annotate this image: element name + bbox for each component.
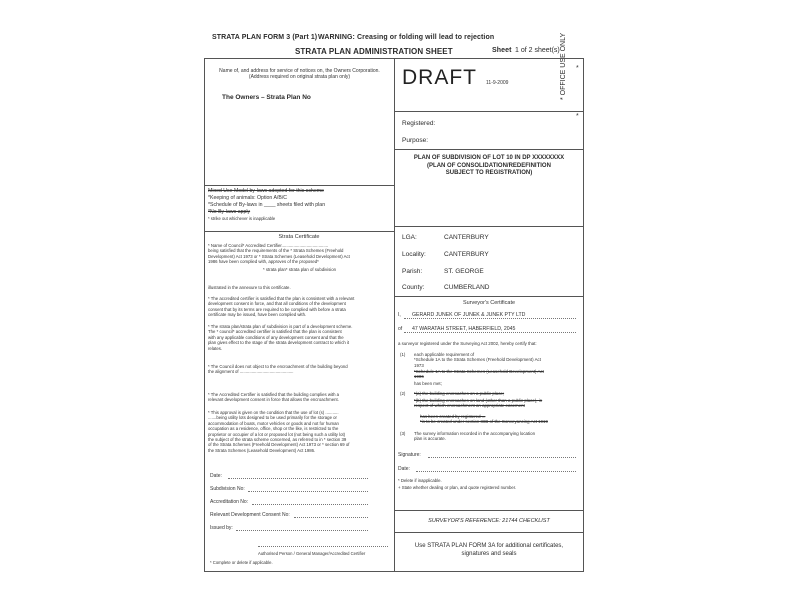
plan-title: PLAN OF SUBDIVISION OF LOT 10 IN DP XXXXXXXX (PLAN OF CONSOLIDATION/REDEFINITION SUBJECT TO REGISTRATION)	[413, 155, 565, 176]
cert-consent-label: Relevant Development Consent No:	[210, 512, 290, 518]
strata-cert-p1: * Name of Council* Accredited Certifier....................................... being satisfied that the requirements of the * Strata Schemes (Freehold Development) Act 1973 or * Strata Schemes (Leasehold Development) Act 1986 have been complied with, approves of the proposed*	[208, 243, 350, 265]
cert-issued-label: Issued by:	[210, 525, 233, 531]
form-id: STRATA PLAN FORM 3 (Part 1)	[212, 34, 318, 41]
divider	[394, 532, 584, 533]
cert-signer-label: Authorised Person / General Manager/Accredited Certifier	[258, 551, 366, 556]
bylaw-mixed-use: Mixed Use Model by-laws adopted for this scheme	[208, 188, 324, 194]
strata-cert-p4: * The Council does not object to the encroachment of the building beyond the alignment of .............................................	[208, 364, 348, 375]
divider	[394, 296, 584, 297]
strata-cert-p1c: illustrated in the annexure to this certificate.	[208, 285, 291, 290]
star-mark: *	[576, 113, 579, 120]
surveyor-cert-title: Surveyor's Certificate	[462, 300, 516, 306]
star-mark: *	[576, 65, 579, 72]
parish-value: ST. GEORGE	[444, 268, 484, 275]
surveyor-item-1-struck: *Schedule 1A to the Strata Schemes (Leasehold Development) Act 1986	[414, 369, 544, 380]
strata-cert-title: Strata Certificate	[278, 234, 320, 240]
draft-stamp: DRAFT	[402, 66, 477, 89]
form3a-note: Use STRATA PLAN FORM 3A for additional certificates, signatures and seals	[414, 543, 564, 557]
sheet-value: 1 of 2 sheet(s)	[515, 47, 560, 54]
warning-text: WARNING: Creasing or folding will lead to rejection	[318, 34, 495, 41]
surveyor-note-2: + State whether dealing or plan, and quote registered number.	[398, 485, 517, 490]
divider	[394, 111, 584, 112]
bylaw-note: * strike out whichever is inapplicable	[208, 216, 276, 221]
cert-accreditation-label: Accreditation No:	[210, 499, 249, 505]
cert-subdivision-line	[248, 491, 368, 492]
surveyor-item-2b: *(b) the building encroaches on land (other than a public place), in respect of which encroachment an appropriate easement	[414, 398, 543, 409]
surveyor-item-2c: has been created by registered ... *is to be created under section 88B of the Conveyancing Act 1919	[420, 414, 548, 425]
bylaw-schedule: *Schedule of By-laws in ____ sheets filed with plan	[208, 202, 326, 208]
strata-cert-p6: * This approval is given on the condition that the use of lot (s) ........... .......being utility lots designed to be used primarily for the storage or accommodation of boats, motor vehicles or goods and not for human occupation as a residence, office, shop or the like, is restricted to the proprietor or occupier of a lot or proposed lot (not being such a utility lot) the subject of the strata scheme concerned, as referred to in * section 39 of the Strata Schemes (Freehold Development) Act 1973 or * section 69 of the Strata Schemes (Leasehold Development) Act 1986.	[208, 410, 350, 453]
county-value: CUMBERLAND	[444, 284, 490, 291]
surveyor-name-line	[404, 318, 576, 319]
surveyor-item-3-marker: (3)	[400, 431, 406, 436]
registered-label: Registered:	[402, 120, 436, 127]
surveyor-item-2a: *(a) the building encroaches on a public place;	[414, 391, 505, 396]
cert-footnote: * Complete or delete if applicable.	[210, 560, 273, 565]
surveyor-item-1: each applicable requirement of *Schedule 1A to the Strata Schemes (Freehold Development) Act 1973	[414, 352, 541, 368]
cert-accreditation-line	[252, 504, 368, 505]
surveyor-name: GERARD JUNEK OF JUNEK & JUNEK PTY LTD	[412, 312, 526, 318]
cert-date-label: Date:	[210, 473, 222, 479]
column-divider	[394, 58, 395, 572]
divider	[204, 185, 394, 186]
divider	[204, 231, 394, 232]
cert-consent-line	[294, 517, 368, 518]
owners-label: The Owners – Strata Plan No	[222, 94, 311, 101]
surveyor-item-1-met: has been met;	[414, 381, 442, 386]
bylaw-none: *No By-laws apply	[208, 209, 251, 215]
locality-label: Locality:	[402, 251, 426, 258]
surveyor-signature-label: Signature:	[398, 452, 421, 458]
cert-issued-line	[236, 530, 368, 531]
surveyor-reference: SURVEYOR'S REFERENCE: 21744 CHECKLIST	[428, 518, 550, 524]
draft-date: 11-9-2009	[486, 80, 509, 86]
divider	[394, 149, 584, 150]
cert-subdivision-label: Subdivision No:	[210, 486, 245, 492]
locality-value: CANTERBURY	[444, 251, 489, 258]
divider	[394, 510, 584, 511]
sheet-title: STRATA PLAN ADMINISTRATION SHEET	[295, 47, 453, 56]
surveyor-date-label: Date:	[398, 466, 410, 472]
bylaw-animals: *Keeping of animals: Option A/B/C	[208, 195, 288, 201]
lga-label: LGA:	[402, 234, 417, 241]
strata-cert-p5: * The Accredited Certifier is satisfied that the building complies with a relevant development consent in force that allows the encroachment.	[208, 392, 340, 403]
office-use-label: * OFFICE USE ONLY	[560, 32, 567, 100]
surveyor-address-line	[404, 332, 576, 333]
county-label: County:	[402, 284, 425, 291]
lga-value: CANTERBURY	[444, 234, 489, 241]
strata-cert-p2: * The accredited certifier is satisfied that the plan is consistent with a relevant development consent in force, and that all conditions of the development consent that by its terms are required to be complied with before a strata certificate may be issued, have been complied with.	[208, 296, 355, 318]
surveyor-intro: a surveyor registered under the Surveying Act 2002, hereby certify that:	[398, 341, 537, 346]
surveyor-item-3: The survey information recorded in the accompanying location plan is accurate.	[414, 431, 536, 442]
surveyor-date-line	[416, 471, 576, 472]
surveyor-of: of	[398, 326, 403, 332]
strata-cert-p3: * The strata plan/strata plan of subdivision is part of a development scheme. The * council* accredited certifier is satisfied that the plan is consistent with any applicable conditions of any development consent and that the plan gives effect to the stage of the strata development contract to which it relates.	[208, 324, 353, 351]
strata-cert-p1b: * strata plan* strata plan of subdivision	[262, 267, 337, 272]
surveyor-signature-line	[428, 457, 576, 458]
surveyor-item-1-marker: (1)	[400, 352, 406, 357]
parish-label: Parish:	[402, 268, 423, 275]
surveyor-i: I,	[398, 312, 401, 318]
surveyor-note-1: * Delete if inapplicable.	[398, 478, 442, 483]
divider	[394, 226, 584, 227]
surveyor-item-2-marker: (2)	[400, 391, 406, 396]
purpose-label: Purpose:	[402, 137, 429, 144]
surveyor-address: 47 WARATAH STREET, HABERFIELD, 2045	[412, 326, 516, 332]
service-note: Name of, and address for service of notices on, the Owners Corporation. (Address required on original strata plan only)	[219, 68, 380, 81]
sheet-label: Sheet	[492, 47, 512, 54]
cert-signature-line	[258, 546, 388, 547]
cert-date-line	[228, 478, 368, 479]
